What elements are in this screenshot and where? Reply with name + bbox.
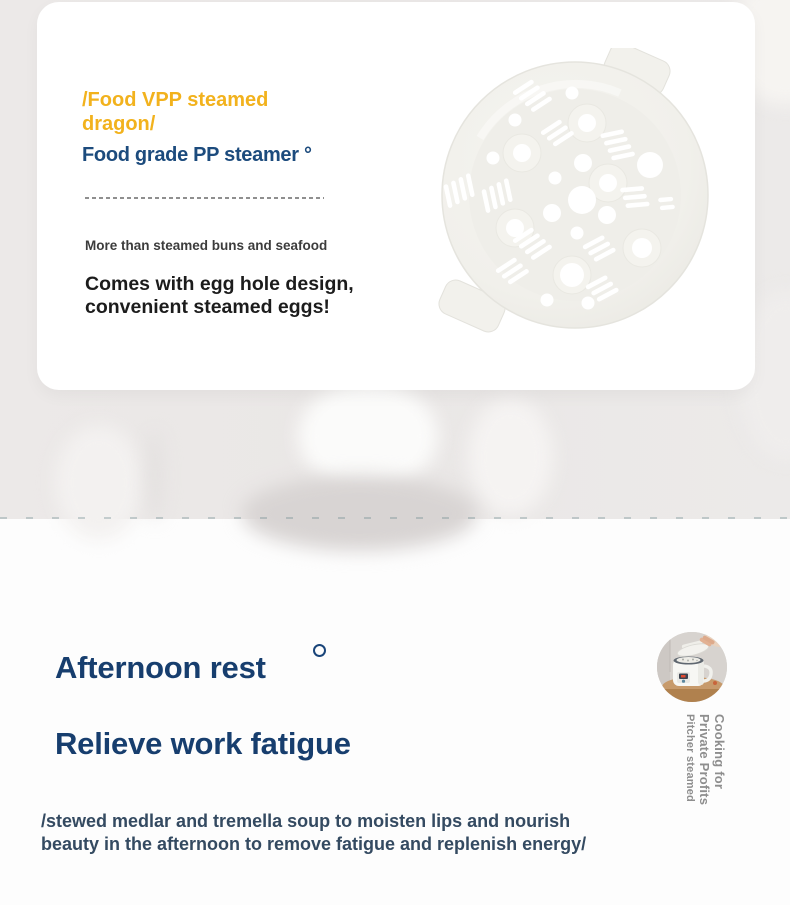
feature-card bbox=[37, 2, 755, 390]
card-tagline-line1: /Food VPP steamed bbox=[82, 89, 269, 111]
blurred-glass bbox=[55, 425, 143, 540]
vertical-caption-line2: Private Profits bbox=[697, 714, 712, 806]
card-note-big bbox=[85, 273, 405, 318]
rice-cooker-illustration bbox=[657, 632, 727, 702]
benefit-paragraph-line1: /stewed medlar and tremella soup to moisten lips and nourish bbox=[41, 811, 571, 831]
blurred-white-pot bbox=[298, 382, 438, 490]
card-title: Food grade PP steamer ° bbox=[82, 144, 312, 166]
dashed-divider bbox=[85, 197, 324, 199]
steamer-basket-photo bbox=[420, 48, 742, 348]
ring-icon bbox=[313, 644, 326, 657]
card-note-big-line2: convenient steamed eggs! bbox=[85, 295, 330, 318]
section-divider-dashes bbox=[0, 517, 790, 519]
card-tagline-line2: dragon/ bbox=[82, 113, 156, 135]
heading-relieve-fatigue: Relieve work fatigue bbox=[55, 726, 351, 761]
rice-cooker-photo bbox=[657, 632, 727, 702]
card-tagline bbox=[82, 88, 342, 136]
heading-afternoon-rest: Afternoon rest bbox=[55, 650, 266, 685]
benefit-paragraph bbox=[41, 810, 586, 856]
vertical-caption-line1: Cooking for bbox=[712, 714, 727, 790]
blurred-glass-edge bbox=[148, 430, 162, 520]
card-note-small: More than steamed buns and seafood bbox=[85, 238, 328, 253]
vertical-caption bbox=[683, 714, 727, 849]
vertical-caption-line3: Pitcher steamed bbox=[684, 714, 696, 802]
blurred-gray-board bbox=[242, 476, 477, 551]
benefit-paragraph-line2: beauty in the afternoon to remove fatigue and replenish energy/ bbox=[41, 834, 587, 854]
blurred-jar bbox=[468, 398, 553, 516]
card-note-big-line1: Comes with egg hole design, bbox=[85, 273, 354, 295]
